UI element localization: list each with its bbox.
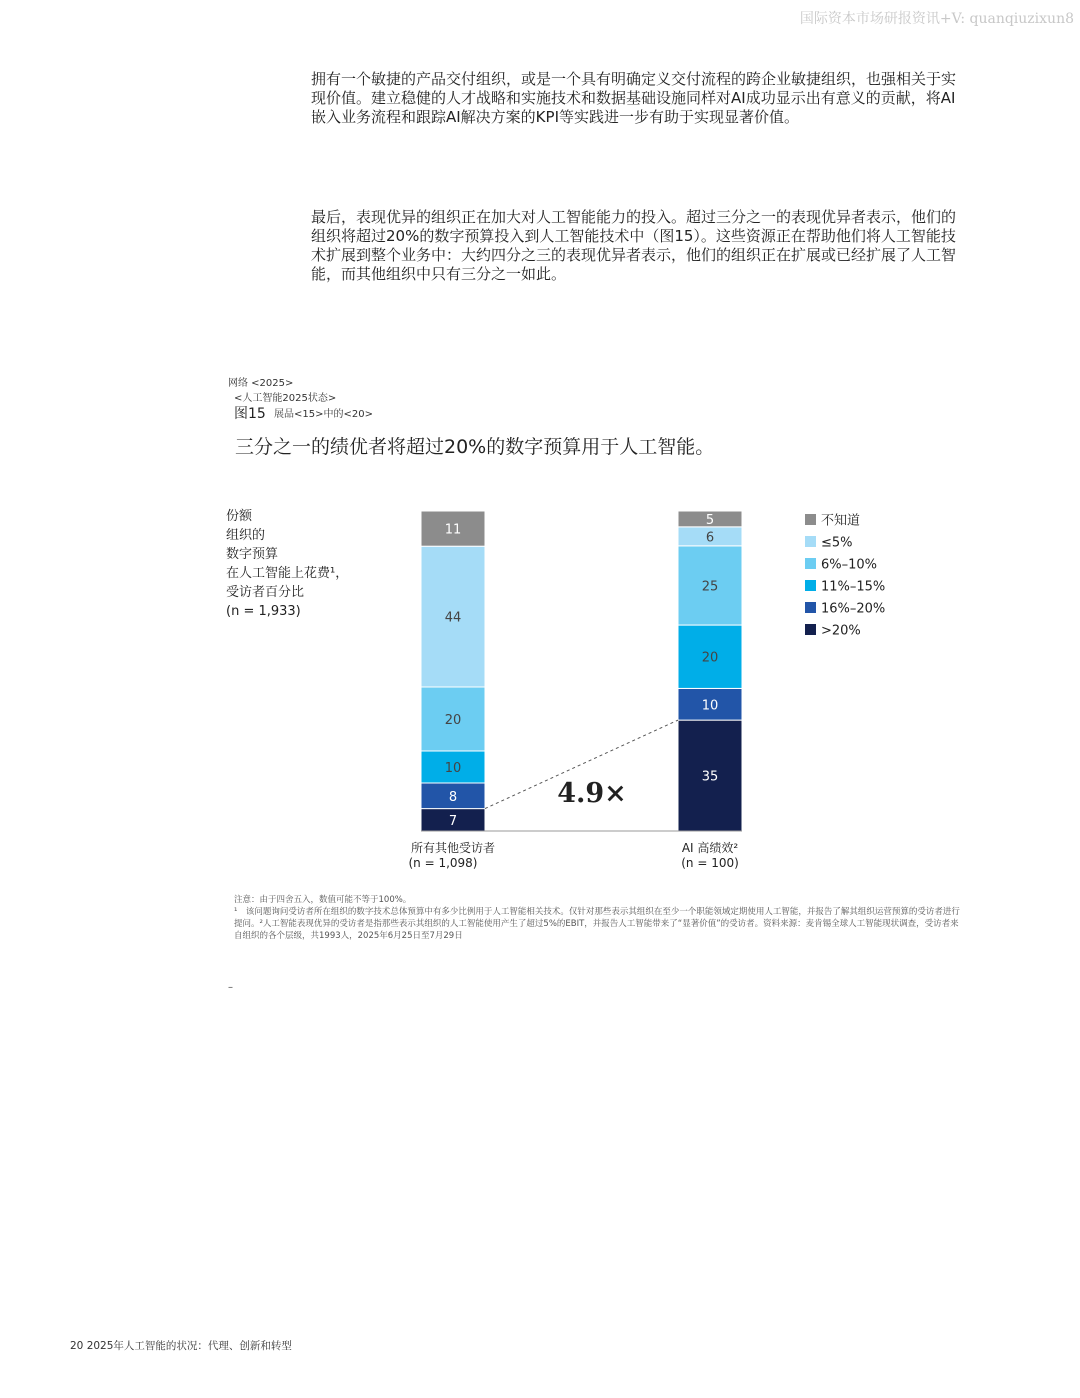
data-label: 8 bbox=[448, 789, 458, 805]
legend-swatch bbox=[805, 514, 816, 525]
y-axis-title-line: 数字预算 bbox=[226, 547, 279, 562]
data-label: 7 bbox=[448, 813, 458, 829]
data-label: 35 bbox=[701, 769, 719, 785]
data-label: 5 bbox=[705, 512, 715, 528]
legend-swatch bbox=[805, 624, 816, 635]
data-label: 10 bbox=[701, 698, 719, 714]
data-label: 25 bbox=[701, 579, 719, 595]
legend-swatch bbox=[805, 536, 816, 547]
legend-label: 11%–15% bbox=[821, 579, 886, 595]
body-paragraph-2: 最后，表现优异的组织正在加大对人工智能能力的投入。超过三分之一的表现优异者表示，他们的组织将超过20%的数字预算投入到人工智能技术中（图15）。这些资源正在帮助他们将人工智能技术扩展到整个业务中：大约四分之三的表现优异者表示，他们的组织正在扩展或已经扩展了人工智能，而其他组织中只有三分之一如此。 bbox=[311, 208, 957, 283]
data-label: 10 bbox=[444, 761, 462, 776]
legend-label: 16%–20% bbox=[821, 601, 886, 617]
body-paragraph-1: 拥有一个敏捷的产品交付组织，或是一个具有明确定义交付流程的跨企业敏捷组织，也强相关于实现价值。建立稳健的人才战略和实施技术和数据基础设施同样对AI成功显示出有意义的贡献，将AI嵌入业务流程和跟踪AI解决方案的KPI等实践进一步有助于实现显著价值。 bbox=[311, 70, 957, 126]
figure-notes bbox=[234, 894, 964, 942]
data-label: 6 bbox=[705, 530, 715, 546]
figure-title: 三分之一的绩优者将超过20%的数字预算用于人工智能。 bbox=[235, 436, 715, 458]
multiplier-annotation: 4.9× bbox=[557, 778, 627, 809]
figure-label: 图15 bbox=[234, 406, 266, 422]
y-axis-title-line: (n = 1,933) bbox=[226, 604, 301, 619]
watermark-text: 国际资本市场研报资讯+V: quanqiuzixun8 bbox=[799, 11, 1074, 27]
y-axis-title-line: 组织的 bbox=[226, 528, 266, 543]
legend-swatch bbox=[805, 558, 816, 569]
data-label: 44 bbox=[444, 610, 462, 626]
legend-label: ≤5% bbox=[821, 535, 853, 551]
note-footnotes: ¹ 该问题询问受访者所在组织的数字技术总体预算中有多少比例用于人工智能相关技术。仅针对那些表示其组织在至少一个职能领域定期使用人工智能，并报告了解其组织运营预算的受访者进行提问。²人工智能表现优异的受访者是指那些表示其组织的人工智能使用产生了超过5%的EBIT，并报告人工智能带来了“显著价值”的受访者。资料来源：麦肯锡全球人工智能现状调查，受访者来自组织的各个层级，共1993人，2025年6月25日至7月29日 bbox=[234, 907, 960, 941]
category-label: AI 高绩效² bbox=[681, 841, 739, 855]
y-axis-title-line: 份额 bbox=[226, 509, 253, 524]
figure-sublabel: 展品<15>中的<20> bbox=[274, 409, 373, 420]
data-label: 20 bbox=[701, 650, 719, 666]
data-label: 11 bbox=[444, 522, 462, 538]
y-axis-title-line: 在人工智能上花费¹， bbox=[226, 566, 349, 581]
y-axis-title-line: 受访者百分比 bbox=[226, 585, 305, 600]
legend-label: 不知道 bbox=[821, 513, 861, 529]
legend-swatch bbox=[805, 602, 816, 613]
legend-label: >20% bbox=[821, 623, 861, 639]
page-footer: 20 2025年人工智能的状况：代理、创新和转型 bbox=[70, 1340, 292, 1352]
category-n-label: (n = 1,098) bbox=[408, 856, 478, 870]
legend-swatch bbox=[805, 580, 816, 591]
note-rounding: 注意：由于四舍五入，数值可能不等于100%。 bbox=[234, 895, 412, 905]
legend-label: 6%–10% bbox=[821, 557, 878, 573]
data-label: 20 bbox=[444, 713, 462, 728]
figure-source-line-1: 网络 <2025> bbox=[228, 378, 294, 389]
category-label: 所有其他受访者 bbox=[410, 841, 496, 855]
separator-dash: – bbox=[228, 982, 233, 993]
figure-source-line-2: <人工智能2025状态> bbox=[234, 393, 337, 404]
category-n-label: (n = 100) bbox=[681, 856, 739, 870]
